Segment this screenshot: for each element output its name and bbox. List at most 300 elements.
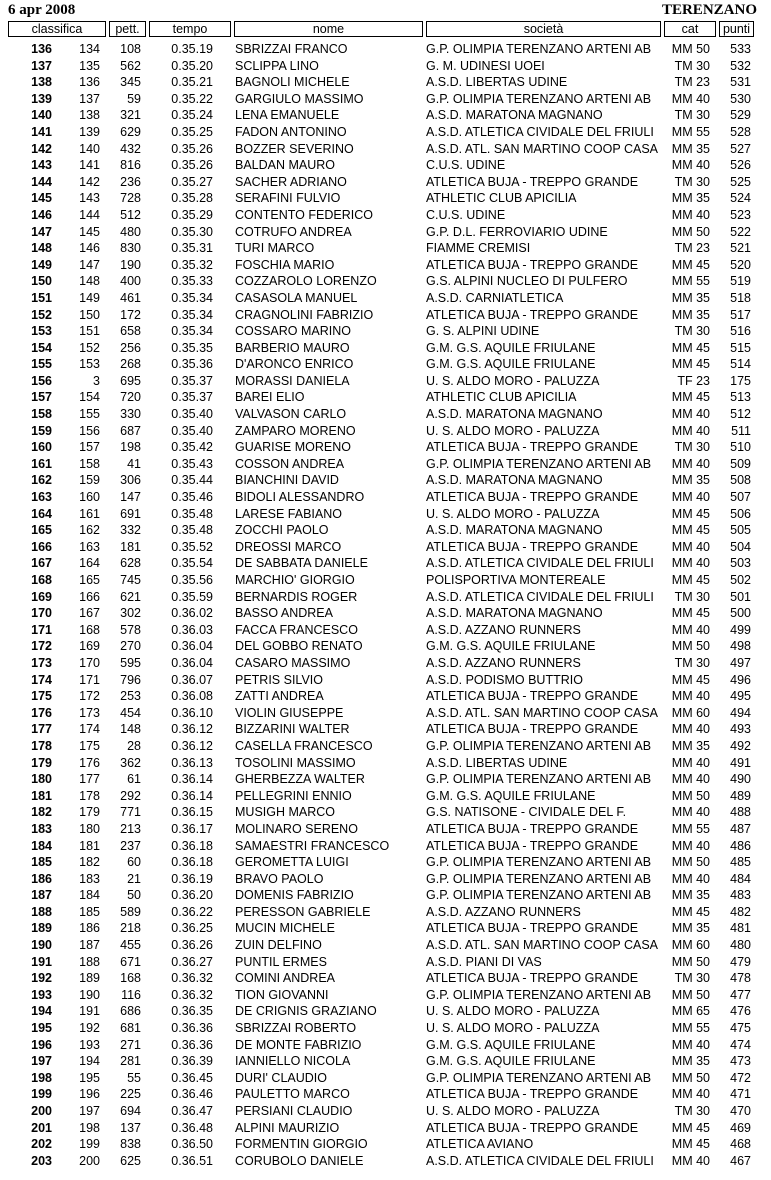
table-row [0, 439, 771, 456]
club-cell: G.P. OLIMPIA TERENZANO ARTENI AB [426, 855, 652, 870]
points-cell: 530 [730, 91, 751, 106]
category-cell: MM 40 [671, 556, 710, 571]
bib-number-cell: 694 [120, 1104, 141, 1118]
points-cell: 508 [730, 473, 751, 488]
time-cell: 0.35.26 [171, 141, 213, 156]
athlete-name-cell: TOSOLINI MASSIMO [235, 755, 356, 770]
time-cell: 0.36.02 [171, 606, 213, 621]
athlete-name-cell: SBRIZZAI FRANCO [235, 42, 348, 56]
category-cell: MM 40 [671, 772, 710, 787]
club-cell: C.U.S. UDINE [426, 158, 506, 173]
table-row [0, 41, 771, 58]
category-cell: MM 50 [671, 954, 710, 969]
club-cell: A.S.D. MARATONA MAGNANO [426, 606, 603, 621]
points-cell: 528 [730, 124, 751, 139]
time-cell: 0.35.59 [171, 589, 213, 604]
bib-number-cell: 28 [127, 738, 141, 753]
club-cell: G.M. G.S. AQUILE FRIULANE [426, 639, 596, 654]
table-row [0, 838, 771, 855]
category-position-cell: 159 [79, 473, 100, 488]
rank-cell: 194 [31, 1004, 52, 1019]
category-position-cell: 183 [79, 871, 100, 886]
table-row [0, 589, 771, 606]
rank-cell: 184 [31, 838, 52, 853]
bib-number-cell: 687 [120, 423, 141, 438]
rank-cell: 183 [31, 821, 52, 836]
bib-number-cell: 578 [120, 622, 141, 637]
category-cell: MM 40 [671, 755, 710, 770]
time-cell: 0.35.48 [171, 523, 213, 538]
athlete-name-cell: CASASOLA MANUEL [235, 290, 358, 305]
rank-cell: 164 [31, 506, 52, 521]
category-position-cell: 139 [79, 124, 100, 139]
club-cell: U. S. ALDO MORO - PALUZZA [426, 506, 600, 521]
bib-number-cell: 271 [120, 1037, 141, 1052]
table-row [0, 389, 771, 406]
athlete-name-cell: LENA EMANUELE [235, 108, 340, 123]
bib-number-cell: 595 [120, 655, 141, 670]
category-position-cell: 200 [79, 1153, 100, 1168]
points-cell: 516 [730, 324, 751, 339]
bib-number-cell: 268 [120, 357, 141, 372]
points-cell: 467 [730, 1153, 751, 1168]
club-cell: G.P. D.L. FERROVIARIO UDINE [426, 224, 608, 239]
club-cell: A.S.D. AZZANO RUNNERS [426, 622, 581, 637]
points-cell: 477 [730, 987, 751, 1002]
time-cell: 0.36.18 [171, 855, 213, 870]
table-row [0, 472, 771, 489]
rank-cell: 154 [31, 340, 52, 355]
category-position-cell: 151 [79, 324, 100, 339]
bib-number-cell: 21 [127, 871, 141, 886]
points-cell: 507 [730, 490, 751, 505]
time-cell: 0.35.32 [171, 257, 213, 272]
category-position-cell: 194 [79, 1054, 100, 1069]
bib-number-cell: 628 [120, 556, 141, 571]
category-cell: MM 55 [671, 1021, 710, 1036]
time-cell: 0.36.45 [171, 1070, 213, 1085]
athlete-name-cell: DURI' CLAUDIO [235, 1070, 327, 1085]
athlete-name-cell: ZATTI ANDREA [235, 689, 324, 704]
rank-cell: 202 [31, 1137, 52, 1152]
table-row [0, 821, 771, 838]
points-cell: 523 [730, 207, 751, 222]
athlete-name-cell: DOMENIS FABRIZIO [235, 888, 354, 903]
category-cell: MM 35 [671, 141, 710, 156]
table-row [0, 74, 771, 91]
time-cell: 0.36.08 [171, 689, 213, 704]
rank-cell: 193 [31, 987, 52, 1002]
time-cell: 0.35.27 [171, 174, 213, 189]
bib-number-cell: 625 [120, 1153, 141, 1168]
bib-number-cell: 50 [127, 888, 141, 903]
bib-number-cell: 345 [120, 75, 141, 90]
time-cell: 0.36.47 [171, 1104, 213, 1118]
category-cell: MM 40 [671, 91, 710, 106]
athlete-name-cell: COMINI ANDREA [235, 971, 336, 986]
bib-number-cell: 147 [120, 490, 141, 505]
club-cell: C.U.S. UDINE [426, 207, 506, 222]
category-position-cell: 150 [79, 307, 100, 322]
bib-number-cell: 728 [120, 191, 141, 206]
category-cell: TM 23 [674, 241, 710, 256]
time-cell: 0.36.32 [171, 971, 213, 986]
points-cell: 521 [730, 241, 751, 256]
athlete-name-cell: PUNTIL ERMES [235, 954, 327, 969]
table-row [0, 107, 771, 124]
time-cell: 0.36.36 [171, 1037, 213, 1052]
athlete-name-cell: GARGIULO MASSIMO [235, 91, 364, 106]
rank-cell: 190 [31, 938, 52, 953]
bib-number-cell: 321 [120, 108, 141, 123]
table-row [0, 755, 771, 772]
athlete-name-cell: BARBERIO MAURO [235, 340, 350, 355]
club-cell: ATLETICA BUJA - TREPPO GRANDE [426, 539, 639, 554]
rank-cell: 151 [31, 290, 52, 305]
table-row [0, 290, 771, 307]
club-cell: ATHLETIC CLUB APICILIA [426, 390, 577, 405]
table-row [0, 522, 771, 539]
category-position-cell: 174 [79, 722, 100, 737]
athlete-name-cell: SACHER ADRIANO [235, 174, 347, 189]
rank-cell: 161 [31, 456, 52, 471]
category-cell: MM 50 [671, 639, 710, 654]
points-cell: 515 [730, 340, 751, 355]
category-cell: TM 30 [674, 174, 710, 189]
club-cell: U. S. ALDO MORO - PALUZZA [426, 1004, 600, 1019]
category-position-cell: 198 [79, 1120, 100, 1135]
points-cell: 487 [730, 821, 751, 836]
column-header-pett: pett. [109, 21, 146, 37]
table-row [0, 1103, 771, 1120]
club-cell: ATLETICA BUJA - TREPPO GRANDE [426, 689, 639, 704]
bib-number-cell: 116 [121, 987, 141, 1002]
athlete-name-cell: BIANCHINI DAVID [235, 473, 339, 488]
bib-number-cell: 213 [120, 821, 141, 836]
category-cell: MM 40 [671, 722, 710, 737]
bib-number-cell: 745 [120, 573, 141, 587]
category-position-cell: 154 [79, 390, 100, 405]
points-cell: 509 [730, 456, 751, 471]
club-cell: G.P. OLIMPIA TERENZANO ARTENI AB [426, 1070, 652, 1085]
rank-cell: 165 [31, 523, 52, 538]
club-cell: G. S. ALPINI UDINE [426, 324, 540, 339]
athlete-name-cell: COSSARO MARINO [235, 324, 351, 339]
time-cell: 0.36.17 [171, 821, 213, 836]
category-cell: MM 40 [671, 423, 710, 438]
bib-number-cell: 148 [120, 722, 141, 737]
rank-cell: 147 [31, 224, 52, 239]
category-cell: MM 45 [671, 257, 710, 272]
bib-number-cell: 629 [120, 124, 141, 139]
category-cell: MM 35 [671, 921, 710, 936]
bib-number-cell: 830 [120, 241, 141, 256]
points-cell: 483 [730, 888, 751, 903]
bib-number-cell: 270 [120, 639, 141, 654]
bib-number-cell: 691 [120, 506, 141, 521]
category-position-cell: 140 [79, 141, 100, 156]
category-position-cell: 153 [79, 357, 100, 372]
category-position-cell: 164 [79, 556, 100, 571]
bib-number-cell: 172 [120, 307, 141, 322]
rank-cell: 198 [31, 1070, 52, 1085]
category-position-cell: 177 [79, 772, 100, 787]
category-cell: TM 30 [674, 58, 710, 73]
club-cell: G.P. OLIMPIA TERENZANO ARTENI AB [426, 738, 652, 753]
club-cell: ATLETICA BUJA - TREPPO GRANDE [426, 971, 639, 986]
athlete-name-cell: BERNARDIS ROGER [235, 589, 358, 604]
athlete-name-cell: BALDAN MAURO [235, 158, 336, 173]
rank-cell: 155 [31, 357, 52, 372]
points-cell: 491 [730, 755, 751, 770]
category-position-cell: 149 [79, 290, 100, 305]
table-row [0, 954, 771, 971]
time-cell: 0.36.04 [171, 639, 213, 654]
time-cell: 0.36.10 [171, 705, 213, 720]
athlete-name-cell: DE SABBATA DANIELE [235, 556, 368, 571]
bib-number-cell: 236 [120, 174, 141, 189]
club-cell: A.S.D. ATL. SAN MARTINO COOP CASA [426, 141, 659, 156]
club-cell: G. M. UDINESI UOEI [426, 58, 545, 73]
bib-number-cell: 198 [120, 440, 141, 455]
club-cell: A.S.D. LIBERTAS UDINE [426, 755, 568, 770]
category-cell: MM 35 [671, 307, 710, 322]
table-row [0, 1070, 771, 1087]
time-cell: 0.36.27 [171, 954, 213, 969]
category-cell: MM 40 [671, 1153, 710, 1168]
category-cell: TM 30 [674, 440, 710, 455]
points-cell: 496 [730, 672, 751, 687]
rank-cell: 176 [31, 705, 52, 720]
club-cell: ATHLETIC CLUB APICILIA [426, 191, 577, 206]
athlete-name-cell: PERESSON GABRIELE [235, 904, 371, 919]
bib-number-cell: 168 [120, 971, 141, 986]
points-cell: 478 [730, 971, 751, 986]
table-row [0, 987, 771, 1004]
rank-cell: 197 [31, 1054, 52, 1069]
athlete-name-cell: PAULETTO MARCO [235, 1087, 350, 1102]
club-cell: ATLETICA BUJA - TREPPO GRANDE [426, 921, 639, 936]
category-cell: MM 50 [671, 42, 710, 56]
rank-cell: 172 [31, 639, 52, 654]
points-cell: 492 [730, 738, 751, 753]
results-table [0, 41, 771, 1169]
club-cell: ATLETICA BUJA - TREPPO GRANDE [426, 838, 639, 853]
time-cell: 0.36.26 [171, 938, 213, 953]
club-cell: A.S.D. PODISMO BUTTRIO [426, 672, 583, 687]
club-cell: A.S.D. MARATONA MAGNANO [426, 523, 603, 538]
rank-cell: 175 [31, 689, 52, 704]
table-row [0, 323, 771, 340]
category-cell: MM 45 [671, 390, 710, 405]
category-cell: MM 65 [671, 1004, 710, 1019]
points-cell: 468 [730, 1137, 751, 1152]
bib-number-cell: 362 [120, 755, 141, 770]
table-row [0, 1120, 771, 1137]
table-row [0, 854, 771, 871]
time-cell: 0.35.40 [171, 407, 213, 422]
category-position-cell: 138 [79, 108, 100, 123]
column-header-classifica: classifica [8, 21, 106, 37]
points-cell: 506 [730, 506, 751, 521]
rank-cell: 153 [31, 324, 52, 339]
club-cell: ATLETICA BUJA - TREPPO GRANDE [426, 490, 639, 505]
points-cell: 497 [730, 655, 751, 670]
club-cell: G.M. G.S. AQUILE FRIULANE [426, 788, 596, 803]
rank-cell: 199 [31, 1087, 52, 1102]
category-cell: MM 40 [671, 158, 710, 173]
category-position-cell: 187 [79, 938, 100, 953]
category-position-cell: 182 [79, 855, 100, 870]
rank-cell: 139 [31, 91, 52, 106]
athlete-name-cell: BIZZARINI WALTER [235, 722, 350, 737]
rank-cell: 149 [31, 257, 52, 272]
category-position-cell: 165 [79, 573, 100, 587]
category-position-cell: 193 [79, 1037, 100, 1052]
category-position-cell: 155 [79, 407, 100, 422]
time-cell: 0.35.52 [171, 539, 213, 554]
bib-number-cell: 330 [120, 407, 141, 422]
rank-cell: 142 [31, 141, 52, 156]
table-row [0, 771, 771, 788]
category-cell: MM 40 [671, 207, 710, 222]
rank-cell: 173 [31, 655, 52, 670]
table-row [0, 207, 771, 224]
table-row [0, 373, 771, 390]
rank-cell: 182 [31, 805, 52, 820]
rank-cell: 146 [31, 207, 52, 222]
points-cell: 532 [730, 58, 751, 73]
time-cell: 0.36.48 [171, 1120, 213, 1135]
club-cell: G.P. OLIMPIA TERENZANO ARTENI AB [426, 987, 652, 1002]
points-cell: 517 [730, 307, 751, 322]
category-position-cell: 188 [79, 954, 100, 969]
athlete-name-cell: BOZZER SEVERINO [235, 141, 354, 156]
bib-number-cell: 816 [120, 158, 141, 173]
club-cell: G.M. G.S. AQUILE FRIULANE [426, 1054, 596, 1069]
time-cell: 0.35.21 [171, 75, 213, 90]
rank-cell: 200 [31, 1104, 52, 1118]
time-cell: 0.36.15 [171, 805, 213, 820]
athlete-name-cell: TURI MARCO [235, 241, 315, 256]
category-cell: MM 40 [671, 456, 710, 471]
points-cell: 175 [730, 373, 751, 388]
category-position-cell: 141 [79, 158, 100, 173]
table-row [0, 1086, 771, 1103]
club-cell: A.S.D. MARATONA MAGNANO [426, 473, 603, 488]
table-row [0, 1003, 771, 1020]
athlete-name-cell: DE MONTE FABRIZIO [235, 1037, 362, 1052]
bib-number-cell: 306 [120, 473, 141, 488]
table-row [0, 705, 771, 722]
category-cell: MM 45 [671, 506, 710, 521]
table-row [0, 539, 771, 556]
category-position-cell: 136 [79, 75, 100, 90]
rank-cell: 138 [31, 75, 52, 90]
category-position-cell: 178 [79, 788, 100, 803]
time-cell: 0.35.46 [171, 490, 213, 505]
athlete-name-cell: COZZAROLO LORENZO [235, 274, 377, 289]
time-cell: 0.35.24 [171, 108, 213, 123]
athlete-name-cell: D'ARONCO ENRICO [235, 357, 354, 372]
time-cell: 0.35.33 [171, 274, 213, 289]
points-cell: 522 [730, 224, 751, 239]
rank-cell: 178 [31, 738, 52, 753]
time-cell: 0.35.31 [171, 241, 213, 256]
table-row [0, 307, 771, 324]
athlete-name-cell: MUSIGH MARCO [235, 805, 335, 820]
time-cell: 0.36.36 [171, 1021, 213, 1036]
points-cell: 476 [730, 1004, 751, 1019]
time-cell: 0.35.26 [171, 158, 213, 173]
category-position-cell: 191 [79, 1004, 100, 1019]
bib-number-cell: 671 [120, 954, 141, 969]
table-row [0, 489, 771, 506]
event-location: TERENZANO [661, 2, 757, 18]
points-cell: 484 [730, 871, 751, 886]
points-cell: 511 [731, 423, 751, 438]
club-cell: ATLETICA BUJA - TREPPO GRANDE [426, 1120, 639, 1135]
rank-cell: 156 [31, 373, 52, 388]
athlete-name-cell: TION GIOVANNI [235, 987, 329, 1002]
athlete-name-cell: CONTENTO FEDERICO [235, 207, 373, 222]
category-cell: MM 45 [671, 1120, 710, 1135]
category-cell: MM 45 [671, 523, 710, 538]
category-cell: MM 35 [671, 888, 710, 903]
points-cell: 500 [730, 606, 751, 621]
rank-cell: 189 [31, 921, 52, 936]
category-position-cell: 179 [79, 805, 100, 820]
category-position-cell: 157 [79, 440, 100, 455]
time-cell: 0.35.37 [171, 373, 213, 388]
bib-number-cell: 454 [120, 705, 141, 720]
category-position-cell: 143 [79, 191, 100, 206]
bib-number-cell: 621 [120, 589, 141, 604]
time-cell: 0.36.50 [171, 1137, 213, 1152]
time-cell: 0.35.30 [171, 224, 213, 239]
points-cell: 504 [730, 539, 751, 554]
time-cell: 0.36.35 [171, 1004, 213, 1019]
athlete-name-cell: VIOLIN GIUSEPPE [235, 705, 344, 720]
club-cell: A.S.D. MARATONA MAGNANO [426, 407, 603, 422]
club-cell: A.S.D. ATL. SAN MARTINO COOP CASA [426, 938, 659, 953]
table-row [0, 423, 771, 440]
category-position-cell: 190 [79, 987, 100, 1002]
time-cell: 0.35.25 [171, 124, 213, 139]
points-cell: 526 [730, 158, 751, 173]
athlete-name-cell: SERAFINI FULVIO [235, 191, 341, 206]
athlete-name-cell: PETRIS SILVIO [235, 672, 323, 687]
category-position-cell: 137 [79, 91, 100, 106]
bib-number-cell: 61 [127, 772, 141, 787]
club-cell: G.S. NATISONE - CIVIDALE DEL F. [426, 805, 627, 820]
table-row [0, 224, 771, 241]
category-cell: MM 50 [671, 1070, 710, 1085]
category-position-cell: 158 [79, 456, 100, 471]
club-cell: A.S.D. ATLETICA CIVIDALE DEL FRIULI [426, 556, 654, 571]
category-cell: TF 23 [677, 373, 710, 388]
athlete-name-cell: ZOCCHI PAOLO [235, 523, 329, 538]
points-cell: 499 [730, 622, 751, 637]
athlete-name-cell: BAREI ELIO [235, 390, 305, 405]
club-cell: ATLETICA BUJA - TREPPO GRANDE [426, 722, 639, 737]
athlete-name-cell: CRAGNOLINI FABRIZIO [235, 307, 374, 322]
bib-number-cell: 658 [120, 324, 141, 339]
time-cell: 0.36.04 [171, 655, 213, 670]
category-cell: MM 45 [671, 357, 710, 372]
table-row [0, 970, 771, 987]
club-cell: A.S.D. ATLETICA CIVIDALE DEL FRIULI [426, 589, 654, 604]
